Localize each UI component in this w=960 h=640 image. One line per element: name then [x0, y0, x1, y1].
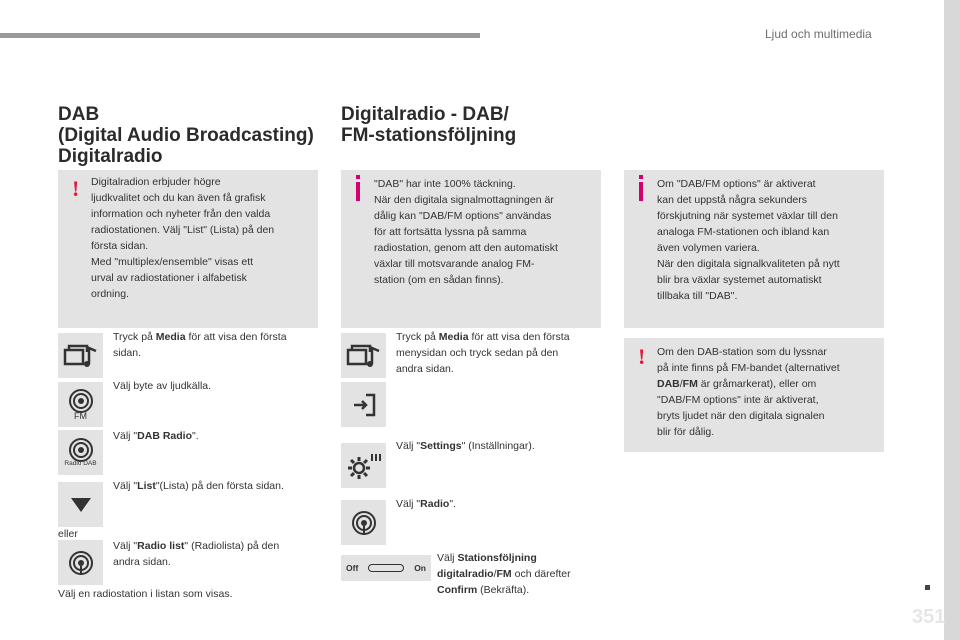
toggle-off-label: Off	[346, 563, 359, 573]
page-arrow-icon	[352, 393, 376, 417]
info-box-dab-fm-options	[624, 170, 884, 328]
radio-list-button[interactable]	[58, 540, 103, 585]
fm-source-button[interactable]	[58, 382, 103, 427]
warning-icon: !	[72, 176, 80, 201]
left-step-radiolist: Välj "Radio list" (Radiolista) på den andra sidan.	[113, 540, 280, 568]
info-box-dab-coverage	[341, 170, 601, 328]
dab-fm-title	[341, 104, 516, 146]
or-label: eller	[58, 528, 78, 540]
settings-button[interactable]	[341, 443, 386, 488]
warning-text: Digitalradion erbjuder högre ljudkvalitet och du kan även få grafisk information och nyheter från den valda radiostationen. Välj "List" (Lista) på den första sidan. Med "multiplex/ensemble" visas ett urval av radiostationer i alfabetisk ordning.	[91, 176, 275, 300]
media-button[interactable]	[58, 333, 103, 378]
middle-step-settings: Välj "Settings" (Inställningar).	[396, 440, 535, 452]
page-edge-strip	[944, 0, 960, 640]
dab-label: Radio DAB	[64, 460, 97, 467]
dab-radio-button[interactable]	[58, 430, 103, 475]
media-icon	[346, 344, 382, 368]
info-text-coverage: "DAB" har inte 100% täckning. När den digitala signalmottagningen är dålig kan "DAB/FM options" användas för att fortsätta lyssna på samma radiostation, genom att den automatiskt växlar till motsvarande analog FM- station (om en sådan finns).	[374, 178, 558, 286]
middle-step-media: Tryck på Media för att visa den första menysidan och tryck sedan på den andra sidan.	[396, 331, 570, 375]
digitalradio-subtitle: Digitalradio	[58, 146, 163, 167]
toggle-on-label: On	[414, 563, 426, 573]
dab-title	[58, 104, 314, 146]
page-number: 351	[912, 606, 946, 628]
left-step-media: Tryck på Media för att visa den första sidan.	[113, 331, 287, 359]
middle-step-following: Välj Stationsföljning digitalradio/FM och därefter Confirm (Bekräfta).	[437, 552, 571, 596]
header-rule	[0, 33, 480, 38]
left-step-source: Välj byte av ljudkälla.	[113, 380, 212, 392]
radio-list-icon	[69, 551, 93, 575]
page-marker	[925, 585, 930, 590]
info-icon	[356, 182, 360, 201]
radio-button[interactable]	[341, 500, 386, 545]
dab-title-line1: DAB	[58, 104, 100, 125]
info-icon	[639, 182, 643, 201]
warning-text-signal: Om den DAB-station som du lyssnar på inte finns på FM-bandet (alternativet DAB/FM är gråmarkerat), eller om "DAB/FM options" inte är aktiverat, bryts ljudet när den digitala signalen blir för dålig.	[657, 346, 840, 438]
gear-icon	[347, 452, 381, 480]
left-step-list: Välj "List"(Lista) på den första sidan.	[113, 480, 284, 492]
dab-title-line2: (Digital Audio Broadcasting)	[58, 125, 314, 146]
info-text-options: Om "DAB/FM options" är aktiverat kan det uppstå några sekunders förskjutning när systemet växlar till den analoga FM-stationen och ibland kan även volymen variera. När den digitala signalkvaliteten på nytt blir bra växlar systemet automatiskt tillbaka till "DAB".	[657, 178, 840, 302]
left-step-dab: Välj "DAB Radio".	[113, 430, 199, 442]
warning-box-digitalradio	[58, 170, 318, 328]
toggle-track	[368, 564, 404, 572]
middle-step-radio: Välj "Radio".	[396, 498, 456, 510]
info-icon-dot	[356, 175, 360, 179]
section-title: Ljud och multimedia	[765, 27, 872, 41]
media-button-2[interactable]	[341, 333, 386, 378]
warning-icon: !	[638, 344, 646, 369]
dab-fm-title-line2: FM-stationsföljning	[341, 125, 517, 146]
triangle-down-icon	[69, 496, 93, 514]
dab-fm-title-line1: Digitalradio - DAB/	[341, 104, 509, 125]
radio-wave-icon	[69, 389, 93, 413]
dab-radio-icon	[69, 438, 93, 462]
media-icon	[63, 344, 99, 368]
list-button[interactable]	[58, 482, 103, 527]
second-page-button[interactable]	[341, 382, 386, 427]
left-final-step: Välj en radiostation i listan som visas.	[58, 588, 233, 600]
radio-icon	[352, 511, 376, 535]
info-icon-dot	[639, 175, 643, 179]
warning-box-signal-loss	[624, 338, 884, 452]
fm-label: FM	[74, 410, 87, 421]
dab-fm-toggle[interactable]	[341, 555, 431, 581]
